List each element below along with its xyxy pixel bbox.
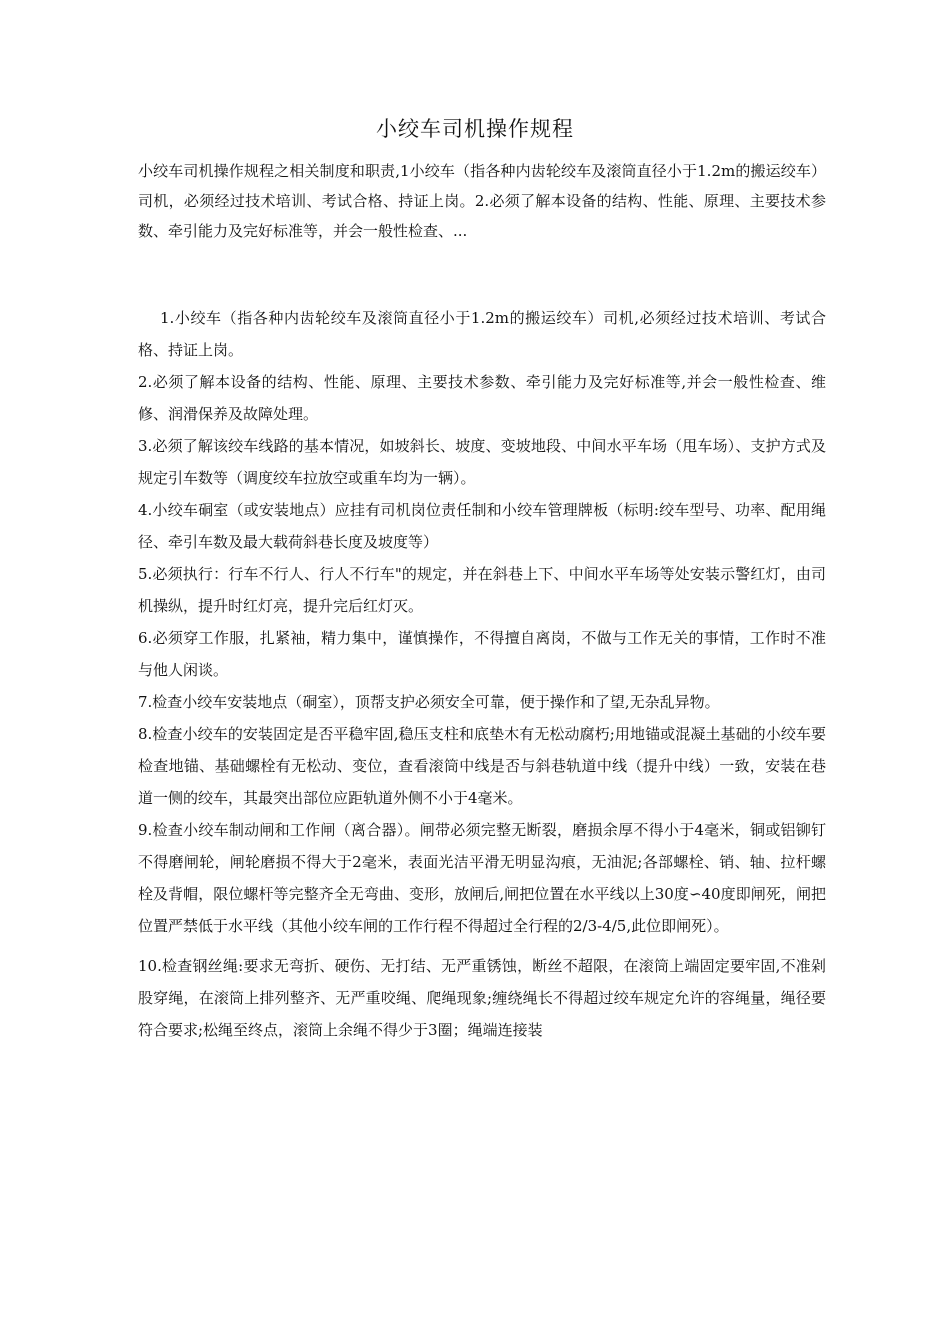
list-item: 2.必须了解本设备的结构、性能、原理、主要技术参数、牵引能力及完好标准等,并会一般性检查、维修、润滑保养及故障处理。: [138, 373, 826, 423]
document-body: [138, 302, 826, 1046]
list-item: 9.检查小绞车制动闸和工作闸（离合器）。闸带必须完整无断裂，磨损余厚不得小于4毫米，铜或铝铆钉不得磨闸轮，闸轮磨损不得大于2毫米，表面光洁平滑无明显沟痕，无油泥;各部螺栓、销、轴、拉杆螺栓及背帽，限位螺杆等完整齐全无弯曲、变形，放闸后,闸把位置在水平线以上30度∽40度即闸死，闸把位置严禁低于水平线（其他小绞车闸的工作行程不得超过全行程的2/3-4/5,此位即闸死）。: [138, 821, 826, 935]
list-item: 8.检查小绞车的安装固定是否平稳牢固,稳压支柱和底垫木有无松动腐朽;用地锚或混凝土基础的小绞车要检查地锚、基础螺栓有无松动、变位，查看滚筒中线是否与斜巷轨道中线（提升中线）一致，安装在巷道一侧的绞车，其最突出部位应距轨道外侧不小于4毫米。: [138, 725, 826, 807]
list-item: 5.必须执行：行车不行人、行人不行车"的规定，并在斜巷上下、中间水平车场等处安装示警红灯，由司机操纵，提升时红灯亮，提升完后红灯灭。: [138, 565, 826, 615]
list-item: 3.必须了解该绞车线路的基本情况，如坡斜长、坡度、变坡地段、中间水平车场（甩车场）、支护方式及规定引车数等（调度绞车拉放空或重车均为一辆）。: [138, 437, 826, 487]
list-item: 10.检查钢丝绳:要求无弯折、硬伤、无打结、无严重锈蚀，断丝不超限，在滚筒上端固定要牢固,不准剁股穿绳，在滚筒上排列整齐、无严重咬绳、爬绳现象;缠绕绳长不得超过绞车规定允许的容绳量，绳径要符合要求;松绳至终点，滚筒上余绳不得少于3圈；绳端连接装: [138, 957, 826, 1039]
list-item: 7.检查小绞车安装地点（硐室），顶帮支护必须安全可靠，便于操作和了望,无杂乱异物。: [138, 693, 720, 711]
list-item: 6.必须穿工作服，扎紧袖，精力集中，谨慎操作，不得擅自离岗，不做与工作无关的事情，工作时不准与他人闲谈。: [138, 629, 826, 679]
document-summary: 小绞车司机操作规程之相关制度和职责,1小绞车（指各种内齿轮绞车及滚筒直径小于1.2m的搬运绞车）司机，必须经过技术培训、考试合格、持证上岗。2.必须了解本设备的结构、性能、原理、主要技术参数、牵引能力及完好标准等，并会一般性检查、...: [138, 162, 826, 240]
list-item: 1.小绞车（指各种内齿轮绞车及滚筒直径小于1.2m的搬运绞车）司机,必须经过技术培训、考试合格、持证上岗。: [138, 309, 826, 359]
document-title: 小绞车司机操作规程: [376, 117, 574, 141]
list-item: 4.小绞车硐室（或安装地点）应挂有司机岗位责任制和小绞车管理牌板（标明:绞车型号、功率、配用绳径、牵引车数及最大载荷斜巷长度及坡度等）: [138, 501, 826, 551]
